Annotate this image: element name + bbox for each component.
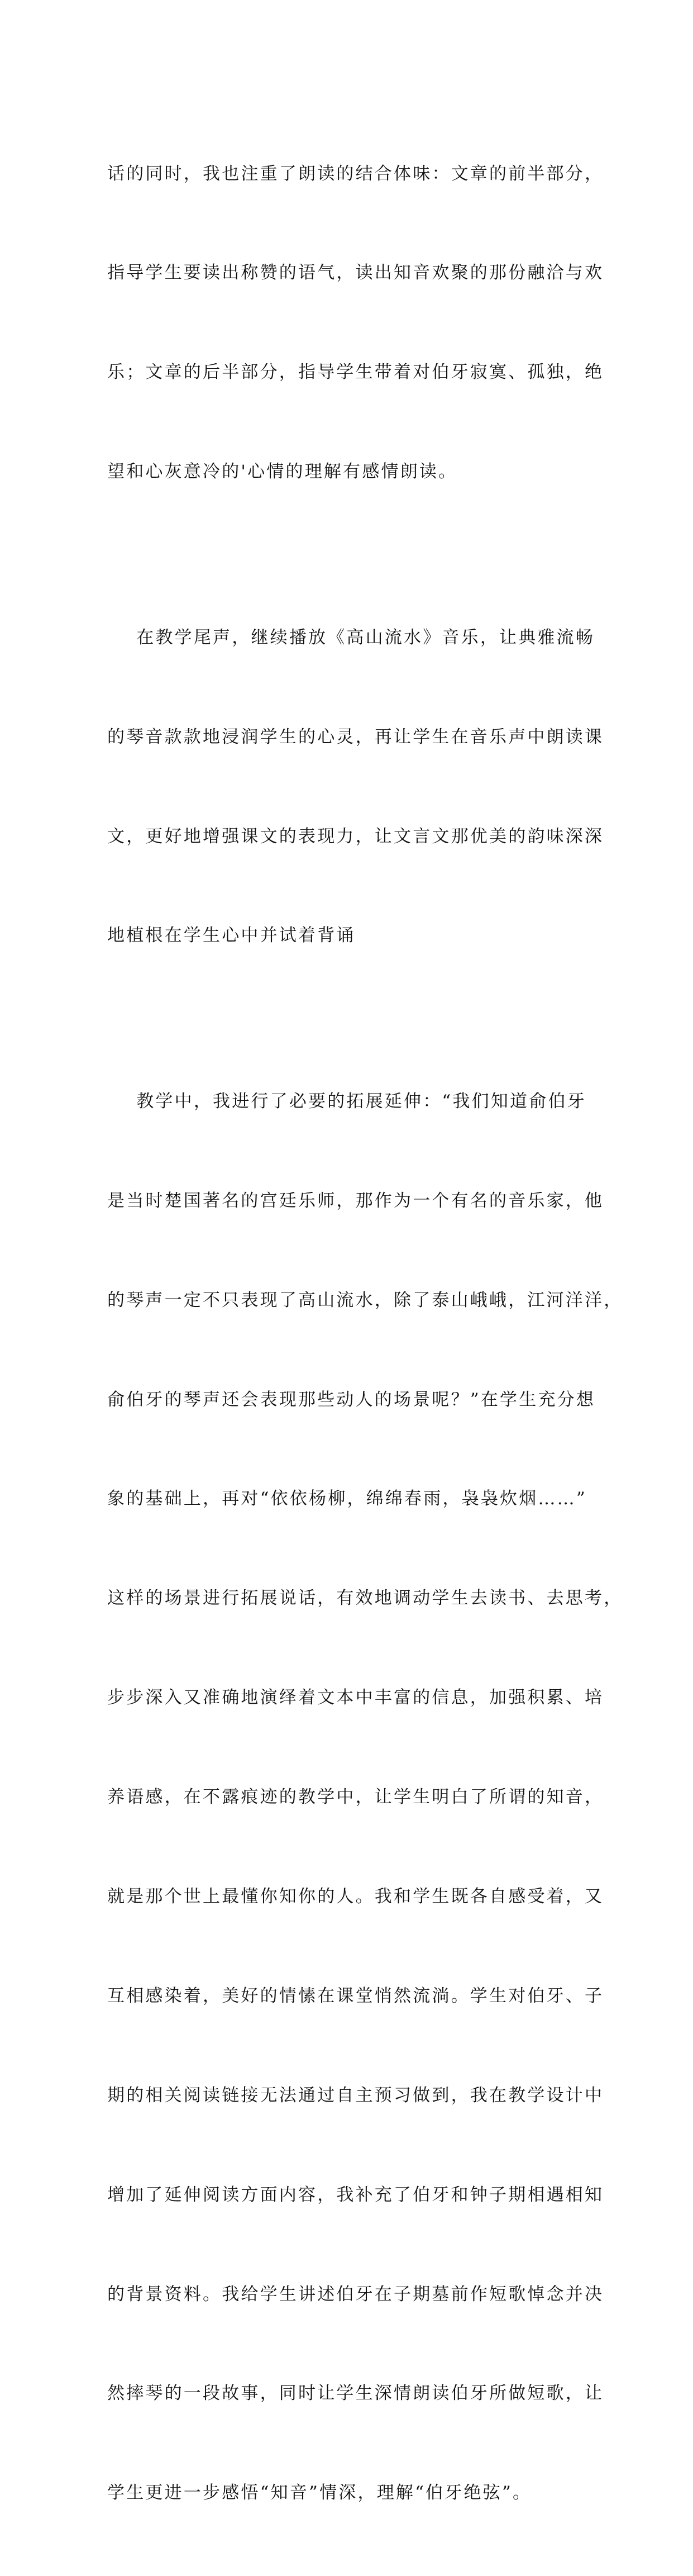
document-body xyxy=(107,91,623,2576)
paragraph-2 xyxy=(107,555,604,1019)
paragraph-line: 在教学尾声，继续播放《高山流水》音乐，让典雅流畅 xyxy=(107,627,595,648)
paragraph-line: 步步深入又准确地演绎着文本中丰富的信息，加强积累、培 xyxy=(107,1688,604,1708)
paragraph-line: 的琴音款款地浸润学生的心灵，再让学生在音乐声中朗读课 xyxy=(107,726,604,747)
paragraph-line: 学生更进一步感悟“知音”情深，理解“伯牙绝弦”。 xyxy=(107,2483,532,2503)
paragraph-line: 乐；文章的后半部分，指导学生带着对伯牙寂寞、孤独，绝 xyxy=(107,362,604,383)
paragraph-3 xyxy=(107,1019,623,2576)
paragraph-line: 期的相关阅读链接无法通过自主预习做到，我在教学设计中 xyxy=(107,2085,604,2106)
paragraph-line: 教学中，我进行了必要的拓展延伸：“我们知道俞伯牙 xyxy=(107,1091,586,1111)
paragraph-line: 就是那个世上最懂你知你的人。我和学生既各自感受着，又 xyxy=(107,1886,604,1907)
paragraph-line: 象的基础上，再对“依依杨柳，绵绵春雨，袅袅炊烟……” xyxy=(107,1489,587,1509)
paragraph-line: 增加了延伸阅读方面内容，我补充了伯牙和钟子期相遇相知 xyxy=(107,2184,604,2205)
paragraph-line: 互相感染着，美好的情愫在课堂悄然流淌。学生对伯牙、子 xyxy=(107,1985,604,2006)
paragraph-line: 望和心灰意冷的'心情的理解有感情朗读。 xyxy=(107,462,458,482)
paragraph-line: 地植根在学生心中并试着背诵 xyxy=(107,925,356,946)
paragraph-line: 的背景资料。我给学生讲述伯牙在子期墓前作短歌悼念并决 xyxy=(107,2284,604,2304)
paragraph-line: 这样的场景进行拓展说话，有效地调动学生去读书、去思考， xyxy=(107,1588,623,1609)
paragraph-line: 俞伯牙的琴声还会表现那些动人的场景呢？”在学生充分想 xyxy=(107,1389,596,1410)
paragraph-line: 的琴声一定不只表现了高山流水，除了泰山峨峨，江河洋洋， xyxy=(107,1290,623,1310)
paragraph-line: 养语感，在不露痕迹的教学中，让学生明白了所谓的知音， xyxy=(107,1787,604,1808)
paragraph-line: 然摔琴的一段故事，同时让学生深情朗读伯牙所做短歌，让 xyxy=(107,2383,604,2404)
paragraph-line: 文，更好地增强课文的表现力，让文言文那优美的韵味深深 xyxy=(107,826,604,847)
paragraph-line: 话的同时，我也注重了朗读的结合体味：文章的前半部分， xyxy=(107,163,604,184)
paragraph-line: 指导学生要读出称赞的语气，读出知音欢聚的那份融洽与欢 xyxy=(107,263,604,283)
paragraph-1 xyxy=(107,91,604,555)
paragraph-line: 是当时楚国著名的宫廷乐师，那作为一个有名的音乐家，他 xyxy=(107,1190,604,1211)
